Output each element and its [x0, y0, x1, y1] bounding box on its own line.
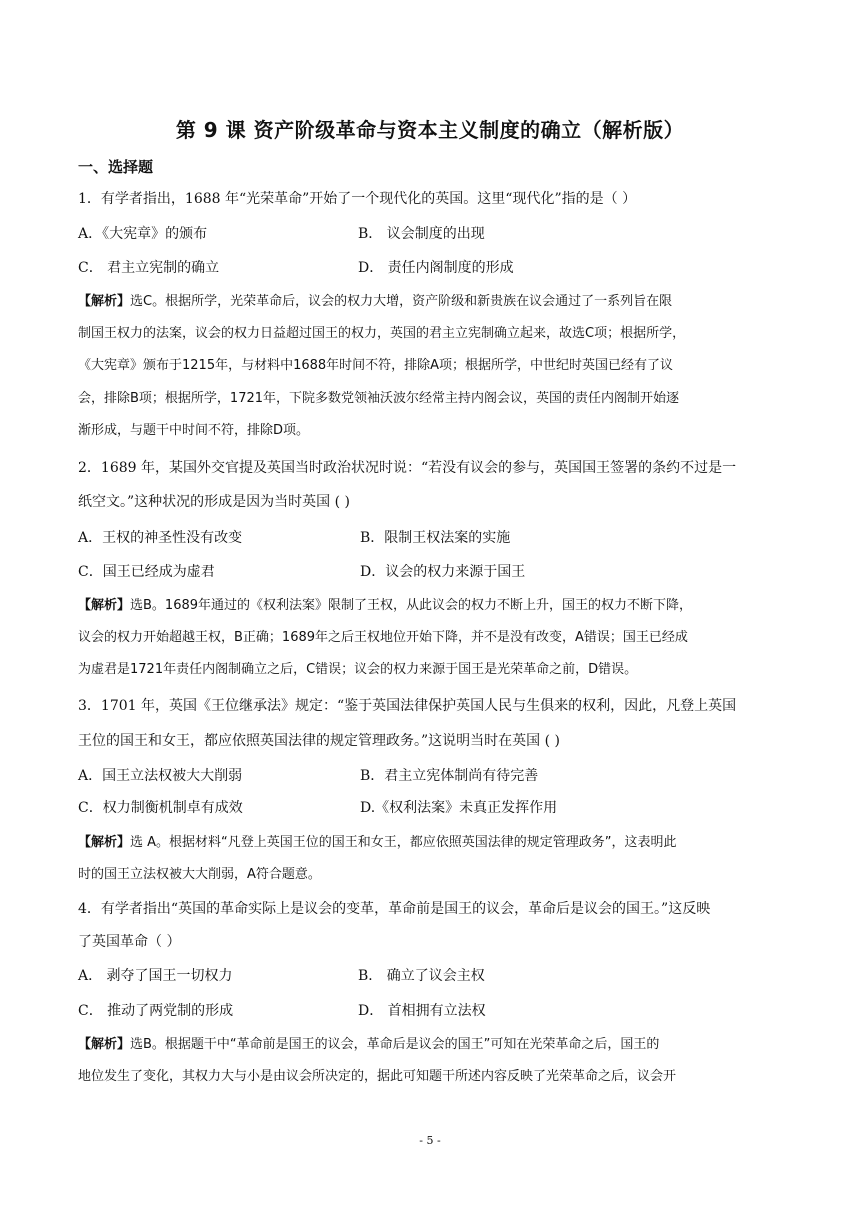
- section-heading: 一、选择题: [78, 158, 154, 176]
- analysis-label: 【解析】: [78, 598, 131, 613]
- question-2-analysis-line: 为虚君是1721年责任内阁制确立之后，C错误；议会的权力来源于国王是光荣革命之前，D错误。: [78, 662, 638, 677]
- question-4-analysis-line: [78, 1035, 784, 1055]
- page-title: 第 9 课 资产阶级革命与资本主义制度的确立（解析版）: [175, 118, 685, 142]
- question-1-analysis-line: 渐形成，与题干中时间不符，排除D项。: [78, 423, 310, 438]
- question-3-option-c: C．权力制衡机制卓有成效: [78, 800, 243, 816]
- question-3-option-a: A．国王立法权被大大削弱: [78, 768, 243, 784]
- question-3-analysis-line: [78, 833, 784, 853]
- question-2-stem: 2．1689 年，某国外交官提及英国当时政治状况时说：“若没有议会的参与，英国国王签署的条约不过是一: [78, 460, 737, 476]
- question-4-stem: 4．有学者指出“英国的革命实际上是议会的变革，革命前是国王的议会，革命后是议会的国王。”这反映: [78, 901, 711, 917]
- page-number: - 5 -: [419, 1134, 441, 1147]
- question-1-option-c: C． 君主立宪制的确立: [78, 260, 220, 276]
- question-2-stem: 纸空文。”这种状况的形成是因为当时英国 ( ): [78, 494, 350, 510]
- question-1-analysis-line: 会，排除B项；根据所学，1721年，下院多数党领袖沃波尔经常主持内阁会议，英国的责任内阁制开始逐: [78, 391, 680, 406]
- question-2-analysis-line: 议会的权力开始超越王权，B正确；1689年之后王权地位开始下降，并不是没有改变，A错误；国王已经成: [78, 630, 688, 645]
- question-4-option-a: A． 剥夺了国王一切权力: [78, 968, 233, 984]
- question-3-option-b: B．君主立宪体制尚有待完善: [360, 768, 539, 784]
- analysis-text: 选B。1689年通过的《权利法案》限制了王权，从此议会的权力不断上升，国王的权力不断下降，: [130, 598, 693, 613]
- question-1-stem: 1．有学者指出，1688 年“光荣革命”开始了一个现代化的英国。这里“现代化”指的是（ ）: [78, 191, 637, 207]
- analysis-text: 选 A。根据材料“凡登上英国王位的国王和女王，都应依照英国法律的规定管理政务”，这表明此: [130, 835, 677, 850]
- question-2-analysis-line: [78, 596, 784, 616]
- analysis-label: 【解析】: [78, 835, 131, 850]
- question-4-option-d: D． 首相拥有立法权: [358, 1003, 486, 1019]
- analysis-label: 【解析】: [78, 1037, 131, 1052]
- question-2-option-a: A．王权的神圣性没有改变: [78, 530, 243, 546]
- analysis-text: 选B。根据题干中“革命前是国王的议会，革命后是议会的国王”可知在光荣革命之后，国王的: [130, 1037, 660, 1052]
- question-4-analysis-line: 地位发生了变化，其权力大与小是由议会所决定的，据此可知题干所述内容反映了光荣革命之后，议会开: [78, 1069, 677, 1084]
- analysis-label: 【解析】: [78, 294, 131, 309]
- question-1-analysis-line: [78, 292, 784, 312]
- question-2-option-d: D．议会的权力来源于国王: [360, 564, 526, 580]
- question-3-option-d: D.《权利法案》未真正发挥作用: [360, 800, 558, 816]
- question-2-option-c: C．国王已经成为虚君: [78, 564, 215, 580]
- question-3-stem: 3．1701 年，英国《王位继承法》规定：“鉴于英国法律保护英国人民与生俱来的权利，因此，凡登上英国: [78, 698, 737, 714]
- question-3-analysis-line: 时的国王立法权被大大削弱，A符合题意。: [78, 867, 321, 882]
- question-1-option-d: D． 责任内阁制度的形成: [358, 260, 514, 276]
- question-2-option-b: B．限制王权法案的实施: [360, 530, 511, 546]
- analysis-text: 选C。根据所学，光荣革命后，议会的权力大增，资产阶级和新贵族在议会通过了一系列旨在限: [130, 294, 673, 309]
- question-1-option-b: B． 议会制度的出现: [358, 226, 485, 242]
- question-1-option-a: A．《大宪章》的颁布: [78, 226, 208, 242]
- question-4-option-c: C． 推动了两党制的形成: [78, 1003, 234, 1019]
- question-1-analysis-line: 《大宪章》颁布于1215年，与材料中1688年时间不符，排除A项；根据所学，中世纪时英国已经有了议: [78, 358, 674, 373]
- question-1-analysis-line: 制国王权力的法案，议会的权力日益超过国王的权力，英国的君主立宪制确立起来，故选C项；根据所学，: [78, 326, 686, 341]
- question-4-stem: 了英国革命（ ）: [78, 934, 181, 950]
- question-3-stem: 王位的国王和女王，都应依照英国法律的规定管理政务。”这说明当时在英国 ( ): [78, 733, 560, 749]
- question-4-option-b: B． 确立了议会主权: [358, 968, 485, 984]
